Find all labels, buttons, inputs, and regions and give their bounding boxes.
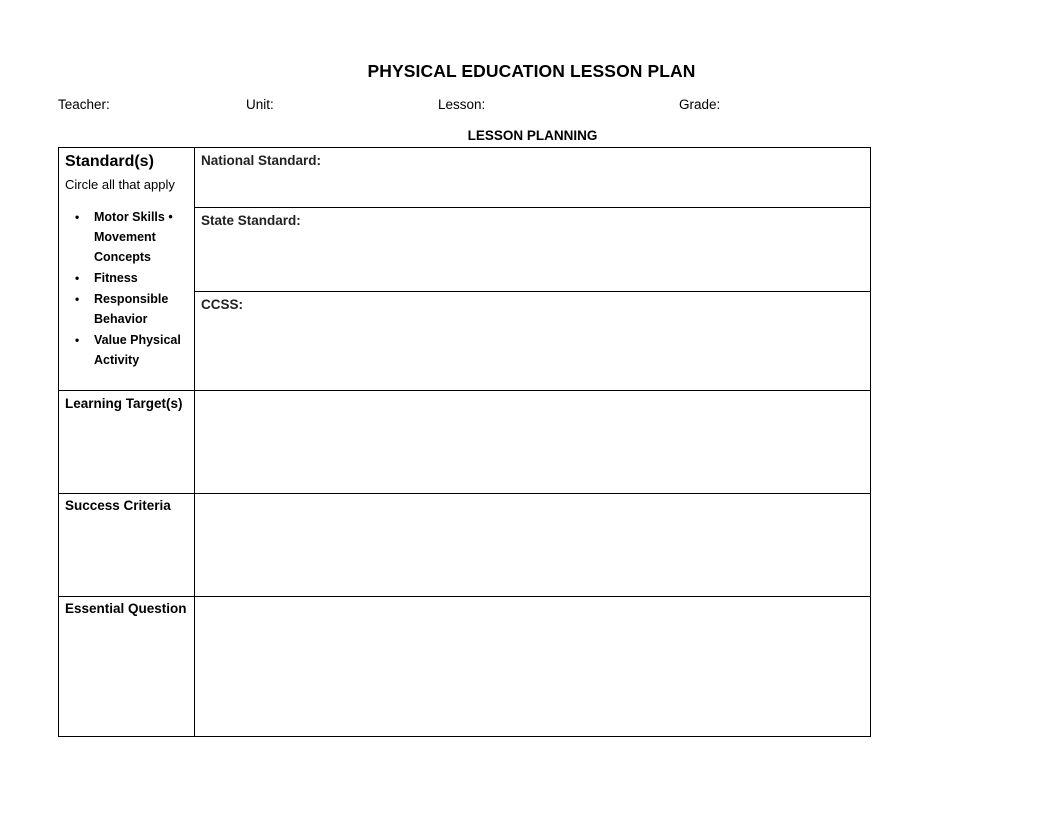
bullet-icon: • [75,271,80,285]
bullet-icon: • [75,333,80,347]
bullet-icon: • [75,292,80,306]
row-divider-national [194,207,871,208]
standards-instruction: Circle all that apply [65,177,175,192]
standards-heading: Standard(s) [65,153,154,170]
bullet-icon: • [75,210,80,224]
page-title: PHYSICAL EDUCATION LESSON PLAN [367,61,696,81]
learning-target-field[interactable] [195,391,871,493]
ccss-label: CCSS: [201,297,244,312]
list-item[interactable] [71,330,189,370]
standards-options-list [71,207,189,371]
list-item[interactable] [71,289,189,329]
success-criteria-label: Success Criteria [65,498,171,513]
learning-target-label: Learning Target(s) [65,396,183,411]
section-title: LESSON PLANNING [467,128,598,143]
success-criteria-field[interactable] [195,494,871,596]
national-standard-field[interactable] [195,172,871,207]
standard-option-label: Fitness [94,271,138,285]
standard-option-label: Responsible Behavior [94,292,169,326]
list-item[interactable] [71,207,189,267]
national-standard-label: National Standard: [201,153,322,168]
state-standard-field[interactable] [195,232,871,291]
unit-label: Unit: [246,97,274,112]
row-divider-state [194,291,871,292]
ccss-field[interactable] [195,316,871,390]
state-standard-label: State Standard: [201,213,301,228]
grade-label: Grade: [679,97,721,112]
list-item[interactable] [71,268,189,288]
essential-question-label: Essential Question [65,601,187,616]
teacher-label: Teacher: [58,97,110,112]
lesson-label: Lesson: [438,97,486,112]
standard-option-label: Motor Skills • Movement Concepts [94,210,173,264]
essential-question-field[interactable] [195,597,871,736]
lesson-planning-table [58,147,871,737]
standard-option-label: Value Physical Activity [94,333,181,367]
